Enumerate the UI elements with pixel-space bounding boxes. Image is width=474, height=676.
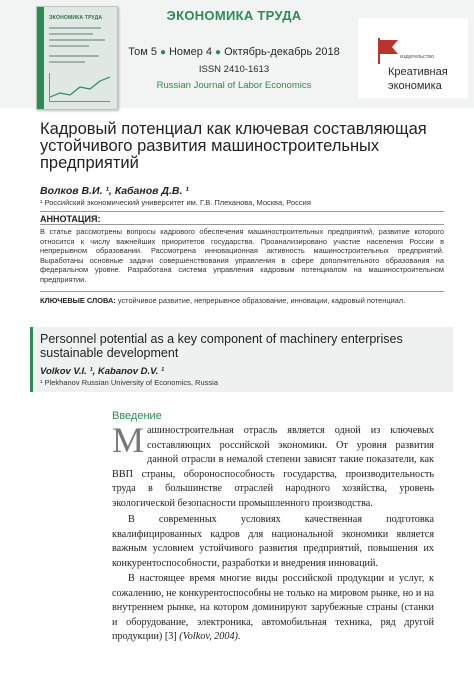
journal-cover-thumbnail [36,6,118,110]
cover-text-line [49,55,99,57]
body-paragraph [112,420,434,512]
cover-graph [49,73,110,102]
paragraph-text: В современных условиях качественная подготовка квалифицированных кадров для национальной экономики является важным условием устойчивого развития предприятий, повышения их конкурентоспособности, разработки и внедрения инноваций. [112,514,434,569]
article-title-en: Personnel potential as a key component of machinery enterprises sustainable development [40,332,403,360]
issue: Номер 4 [168,46,213,58]
cover-text-line [49,39,105,41]
paragraph-text [112,572,434,645]
cover-text-line [49,33,93,35]
cover-text-line [49,61,85,63]
journal-issue-info [120,46,348,58]
cover-text-line [49,45,89,47]
keywords [40,296,444,306]
flag-icon [376,38,400,64]
authors-en: Volkov V.I. ¹, Kabanov D.V. ¹ [40,366,165,377]
period: Октябрь-декабрь 2018 [224,46,340,58]
issn: ISSN 2410-1613 [198,64,270,75]
affiliation-en: ¹ Plekhanov Russian University of Economics, Russia [40,378,218,387]
authors-ru: Волков В.И. ¹, Кабанов Д.В. ¹ [40,185,189,197]
cover-band [37,7,44,109]
keywords-label: КЛЮЧЕВЫЕ СЛОВА: [40,296,116,305]
paragraph-text: ашиностроительная отрасль является одной из ключевых составляющих российской экономики. От уровня развития данной отрасли в немалой степени зависят такие показатели, как ВВП страны, обороноспособность государства, производительность труда в большинстве отраслей народного хозяйства, уровень экологической безопасности промышленного производства. [112,425,434,509]
drop-cap: М [112,420,145,460]
publisher-logo [358,18,468,98]
keywords-text: устойчивое развитие, непрерывное образование, инновации, кадровый потенциал. [117,296,406,305]
publisher-name: Креативная [388,66,448,78]
divider [40,224,444,225]
journal-title: ЭКОНОМИКА ТРУДА [166,8,302,23]
body-paragraph [112,572,434,645]
publisher-label: издательство [400,54,435,60]
citation: (Volkov, 2004). [179,631,241,643]
journal-title-en: Russian Journal of Labor Economics [156,80,312,91]
cover-title: ЭКОНОМИКА ТРУДА [49,15,103,21]
volume: Том 5 [128,46,157,58]
paragraph-main: В настоящее время многие виды российской продукции и услуг, к сожалению, не конкурентоспособны не только на мировом рынке, но и на внутреннем рынке, на котором доминируют зарубежные страны (станки и оборудование, электроника, автомобильная техника, ряд другой продукции) [3] [112,573,434,643]
publisher-name: экономика [388,80,442,92]
article-title-ru: Кадровый потенциал как ключевая составляющая устойчивого развития машиностроительных предприятий [40,120,427,172]
bullet-icon: ● [159,47,166,58]
section-heading: Введение [112,410,162,422]
affiliation-ru: ¹ Российский экономический университет им. Г.В. Плеханова, Москва, Россия [40,198,311,207]
body-paragraph [112,513,434,571]
abstract-label: АННОТАЦИЯ: [40,214,101,224]
divider [40,291,444,292]
cover-text-line [49,27,101,29]
divider [40,211,444,212]
bullet-icon: ● [215,47,222,58]
abstract-text: В статье рассмотрены вопросы кадрового обеспечения машиностроительных предприятий, развитие которого относится к числу важнейших приоритетов государства. Проанализировано участие населения России в непрерывном образовании. Рассмотрена инновационная активность машиностроительных предприятий. Выработаны основные задачи совершенствования управления в сфере дополнительного образования на федеральном уровне. Разработана система управления кадровым потенциалом на машиностроительном предприятии. [40,227,444,284]
